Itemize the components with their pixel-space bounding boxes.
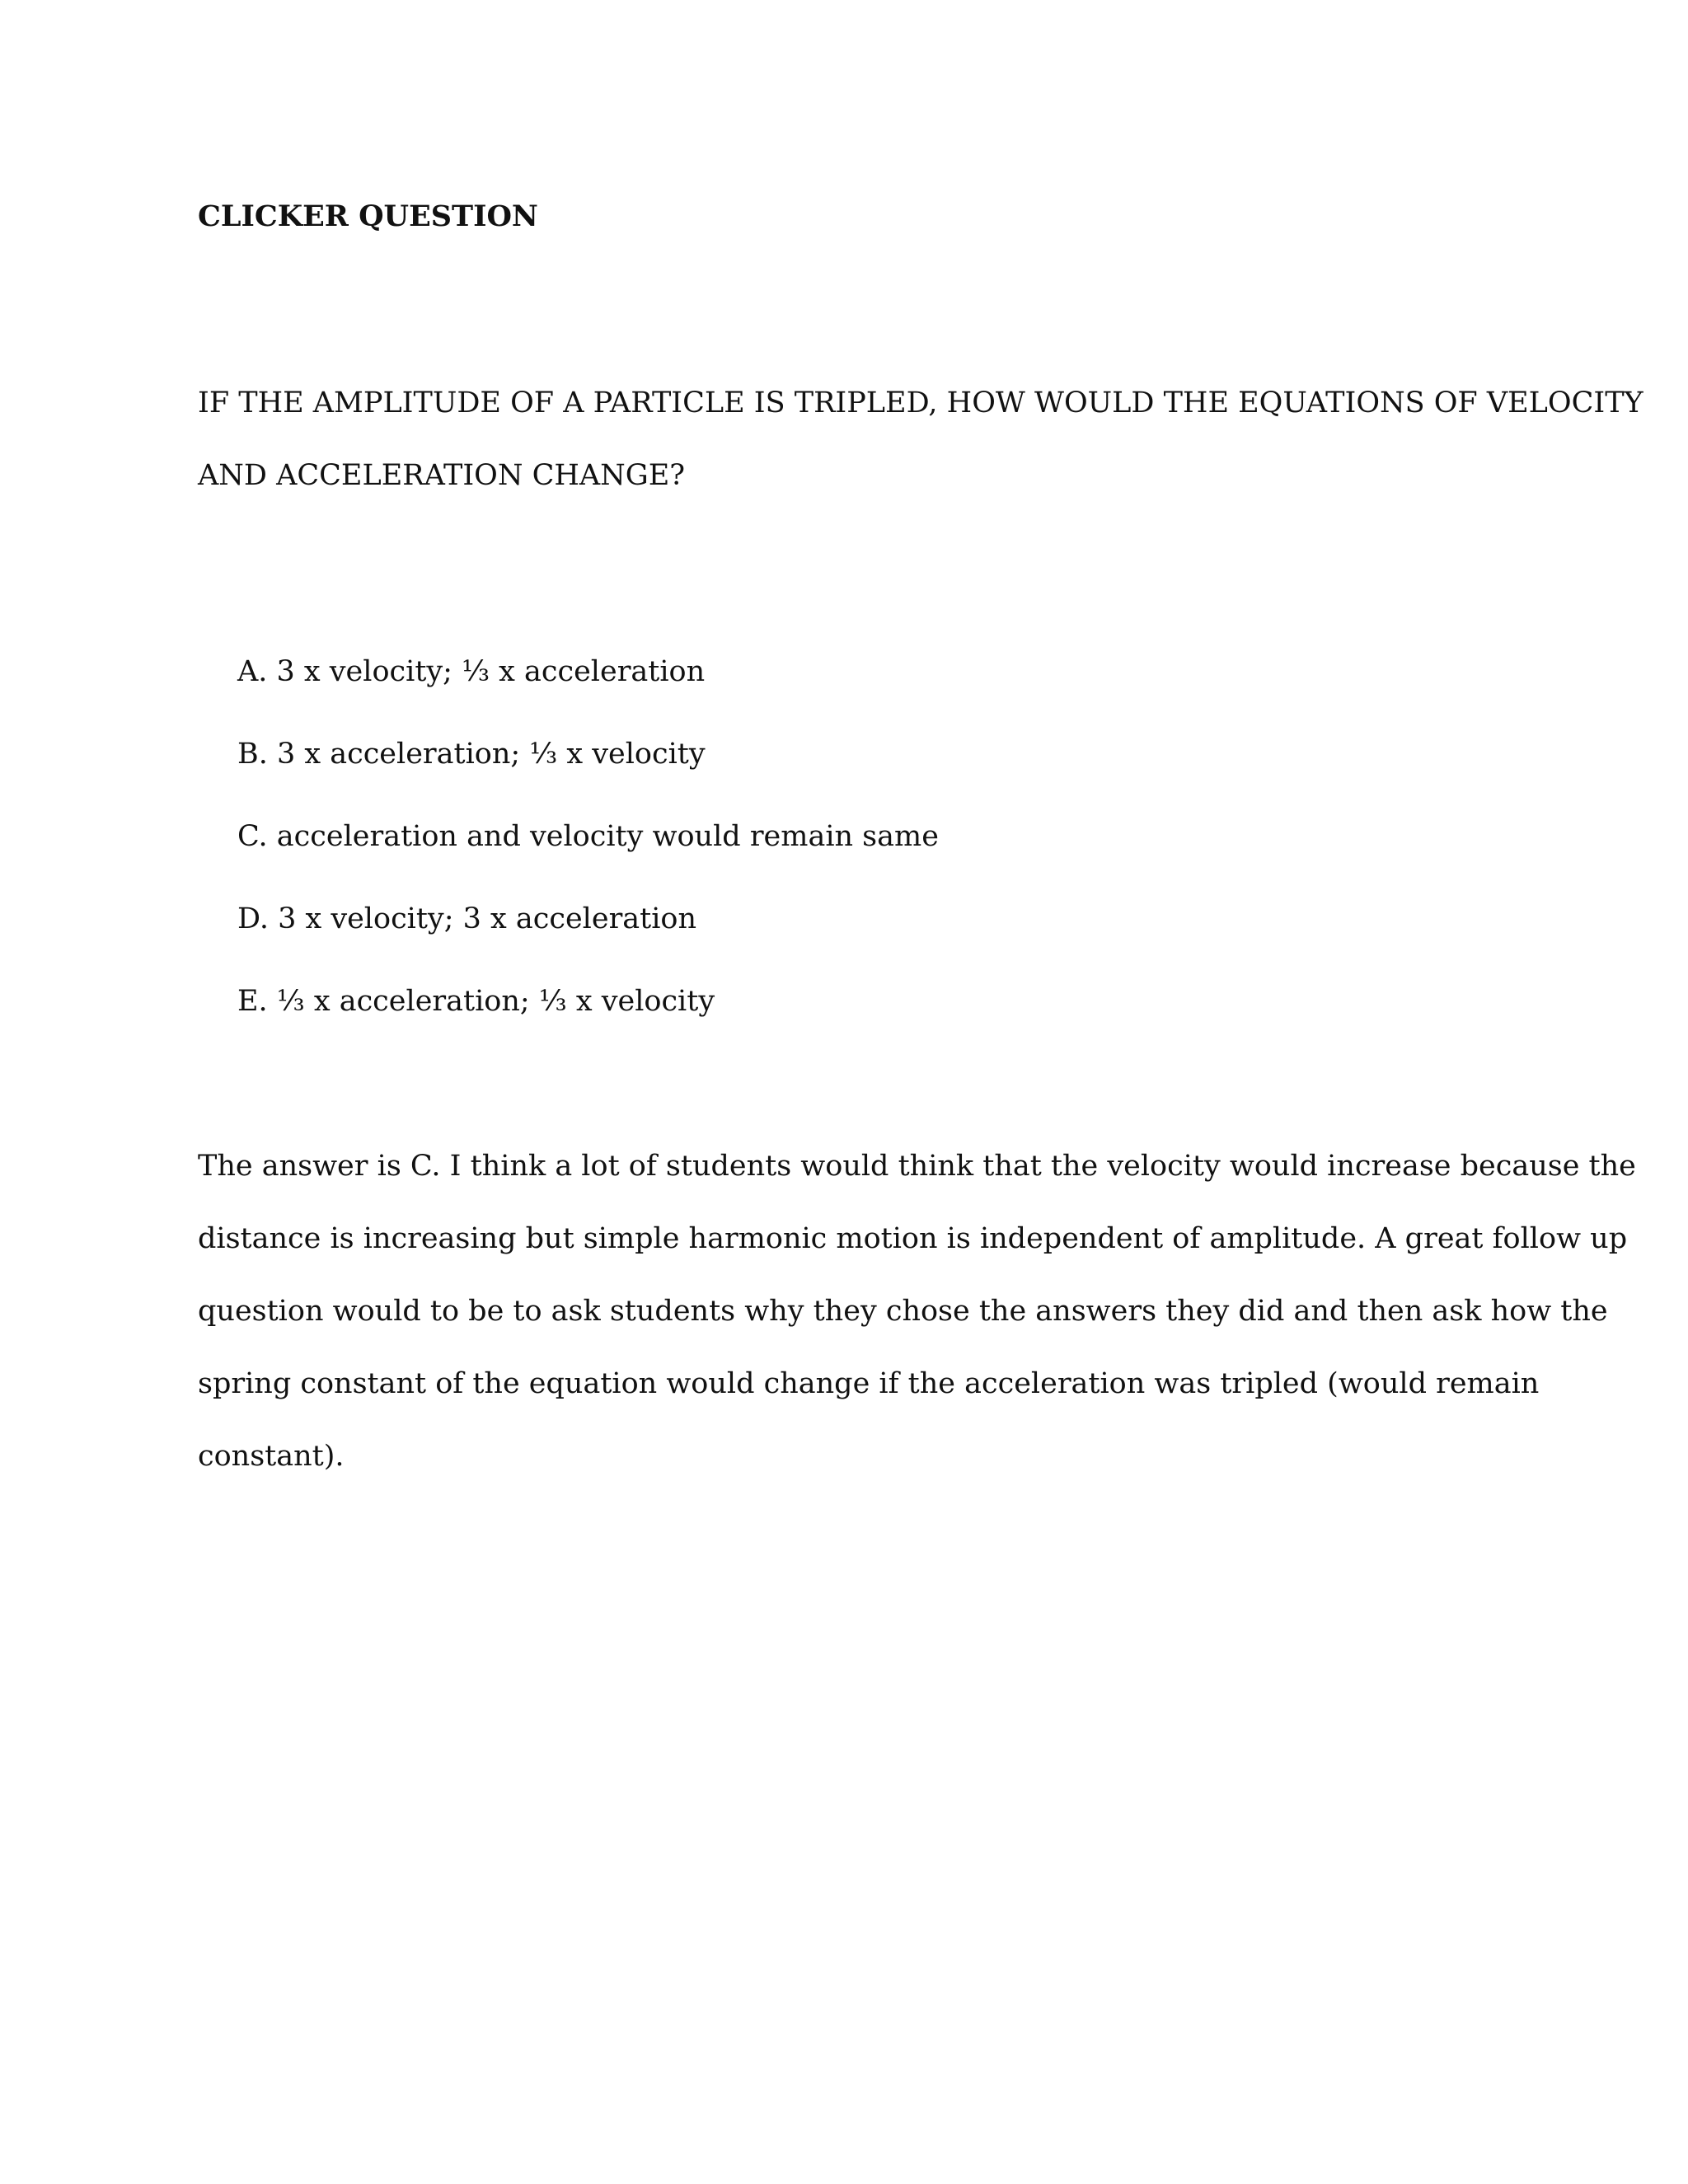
question-text (198, 382, 1643, 527)
answer-line: spring constant of the equation would change if the acceleration was tripled (would remain (198, 1367, 1540, 1400)
choice-b: B. 3 x acceleration; ⅓ x velocity (237, 738, 706, 771)
choice-e: E. ⅓ x acceleration; ⅓ x velocity (237, 985, 715, 1018)
question-line: AND ACCELERATION CHANGE? (198, 459, 686, 492)
choice-d: D. 3 x velocity; 3 x acceleration (237, 902, 697, 935)
answer-line: question would to be to ask students why they chose the answers they did and then ask how the (198, 1295, 1608, 1328)
answer-line: The answer is C. I think a lot of students would think that the velocity would increase because the (198, 1150, 1636, 1183)
answer-choices-list (237, 651, 939, 1063)
choice-a: A. 3 x velocity; ⅓ x acceleration (237, 655, 706, 688)
answer-line: distance is increasing but simple harmonic motion is independent of amplitude. A great follow up (198, 1222, 1628, 1255)
answer-explanation (198, 1146, 1636, 1508)
choice-c: C. acceleration and velocity would remain same (237, 820, 939, 853)
answer-line: constant). (198, 1440, 345, 1473)
page-heading: CLICKER QUESTION (198, 199, 538, 233)
question-line: IF THE AMPLITUDE OF A PARTICLE IS TRIPLED, HOW WOULD THE EQUATIONS OF VELOCITY (198, 387, 1643, 419)
